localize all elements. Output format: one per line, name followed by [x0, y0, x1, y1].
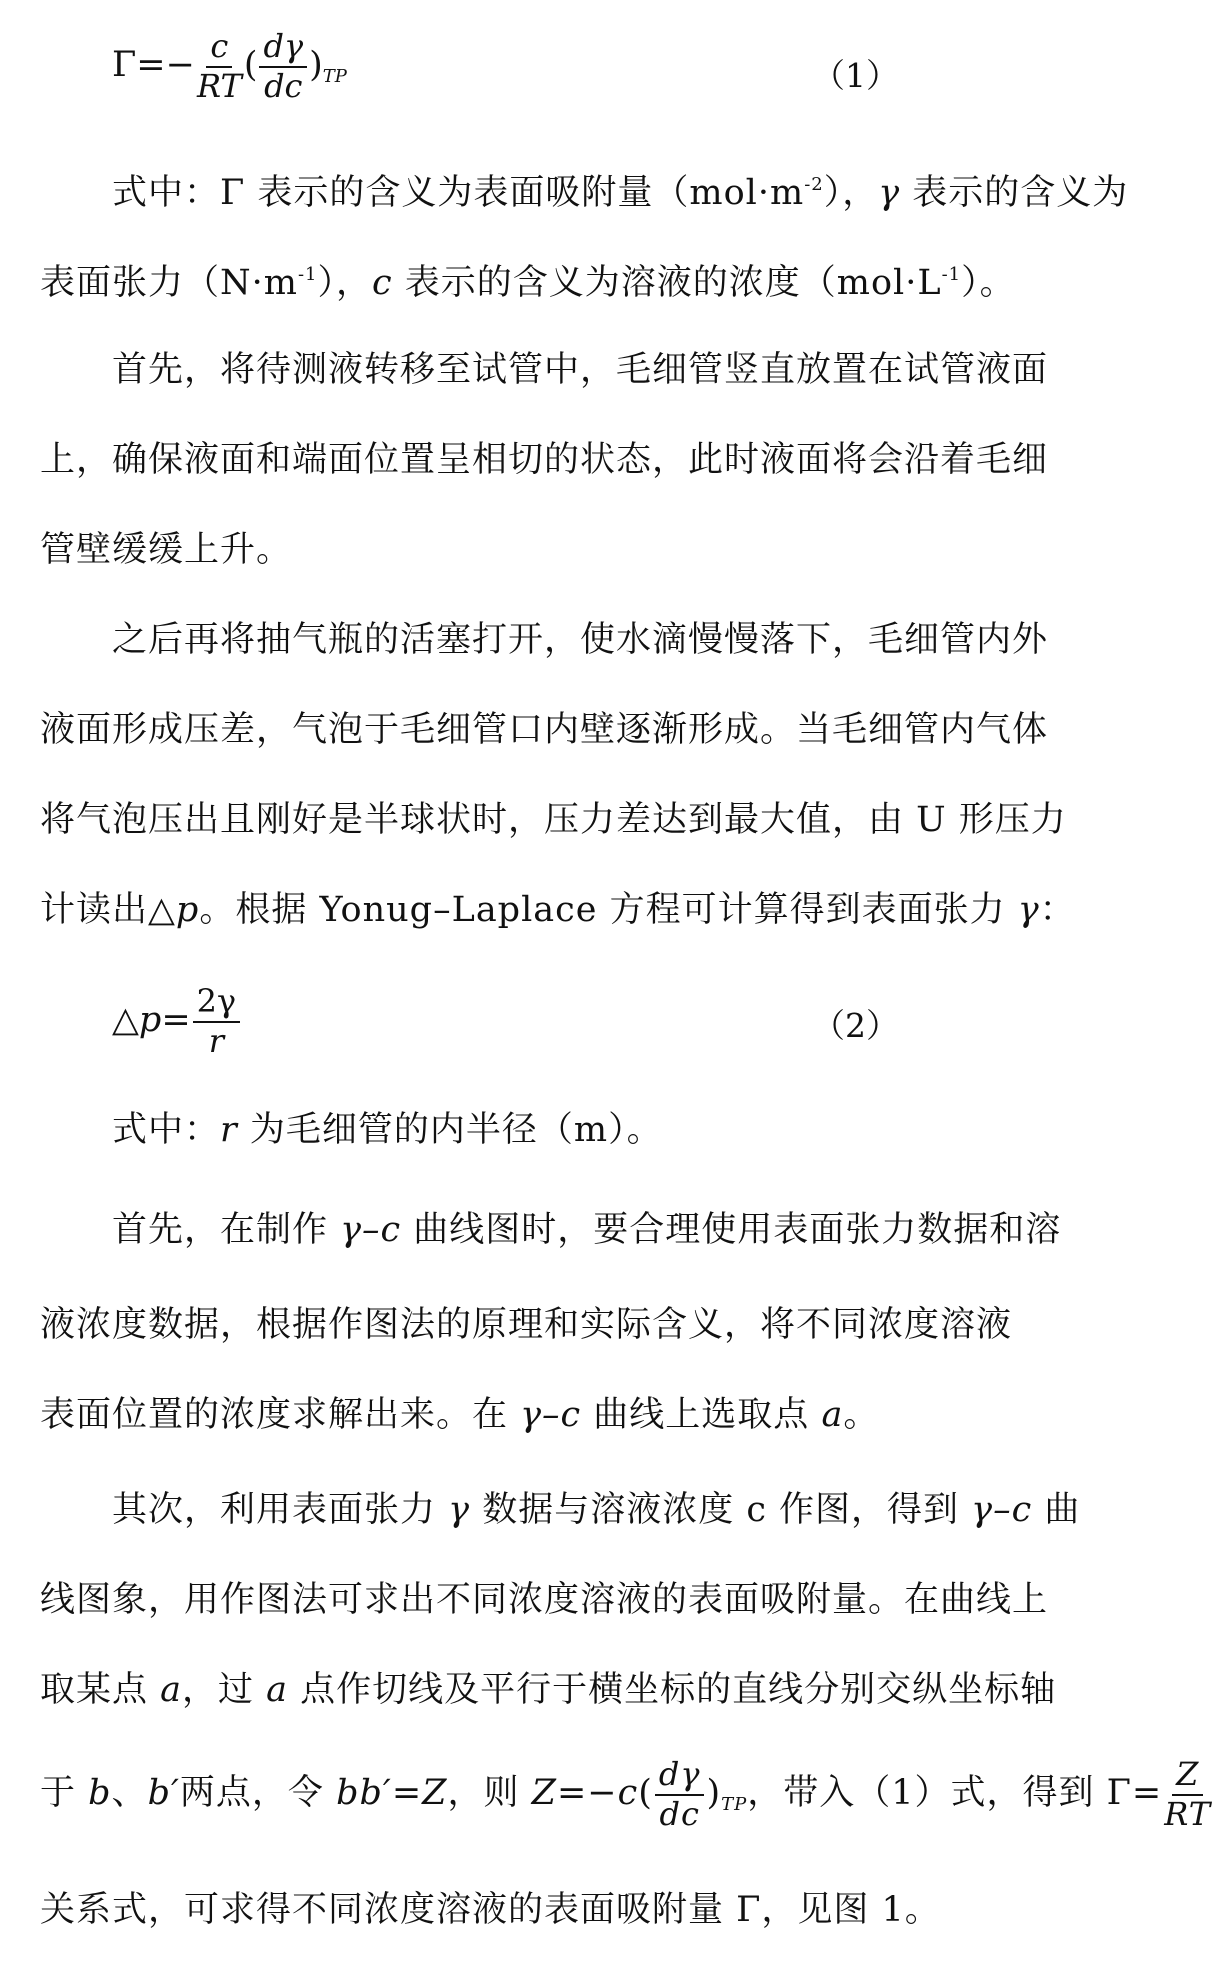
- text: 为毛细管的内半径（m）。: [237, 1110, 663, 1150]
- frac-denominator: r: [208, 1021, 225, 1060]
- text: 式中：: [112, 1110, 221, 1150]
- para6-line5: 关系式，可求得不同浓度溶液的表面吸附量 Γ，见图 1。: [40, 1890, 941, 1930]
- para2-line3: 管壁缓缓上升。: [40, 530, 293, 570]
- para3-line4: [40, 890, 1076, 930]
- c-var: c: [617, 1773, 639, 1814]
- c-var: c: [372, 263, 393, 303]
- frac-numerator: 2γ: [193, 985, 240, 1023]
- text: ），: [823, 173, 879, 213]
- equation-2-number: （2）: [812, 1006, 899, 1045]
- para6-line3: [40, 1670, 1056, 1710]
- text: ，过: [182, 1670, 267, 1710]
- text: ：: [1039, 890, 1076, 930]
- equation-1-number: （1）: [812, 56, 899, 95]
- frac-numerator: dγ: [655, 1758, 705, 1796]
- text: ）。: [961, 263, 1016, 303]
- r-var: r: [220, 1110, 238, 1150]
- text: 曲: [1032, 1490, 1081, 1530]
- para5-line3: [40, 1395, 879, 1435]
- text: ，则: [447, 1773, 532, 1814]
- frac-denominator: RT: [196, 66, 242, 105]
- text: =−: [556, 1773, 618, 1814]
- text: 式中：Γ 表示的含义为表面吸附量（mol·m: [112, 173, 805, 213]
- p-var: p: [138, 1000, 162, 1041]
- text: 点作切线及平行于横坐标的直线分别交纵坐标轴: [288, 1670, 1057, 1710]
- gamma-var: γ: [1017, 890, 1040, 930]
- frac-numerator: dγ: [259, 30, 307, 68]
- frac-numerator: Z: [1172, 1758, 1203, 1796]
- para1-line1: [112, 165, 1128, 213]
- gamma-var: γ: [878, 173, 901, 213]
- exponent: -2: [804, 174, 824, 195]
- gamma-var: γ: [448, 1490, 471, 1530]
- subscript-tp: TP: [721, 1794, 748, 1816]
- equation-1-fraction-c-over-rt: [196, 27, 242, 105]
- equation-1-fraction-dgamma-dc: [259, 27, 307, 105]
- b-var: b: [88, 1773, 112, 1814]
- subscript-tp: TP: [322, 66, 347, 88]
- equation-1: [112, 27, 347, 105]
- para6-line1: [112, 1490, 1080, 1530]
- a-var: a: [266, 1670, 289, 1710]
- gamma-c-var: γ–c: [340, 1210, 402, 1250]
- delta-symbol: △: [112, 1000, 139, 1041]
- text: ），: [317, 263, 373, 303]
- para5-line2: 液浓度数据，根据作图法的原理和实际含义，将不同浓度溶液: [40, 1305, 1013, 1345]
- para3-line3: 将气泡压出且刚好是半球状时，压力差达到最大值，由 U 形压力: [40, 800, 1067, 840]
- frac-denominator: dc: [659, 1794, 700, 1833]
- text: 曲线图时，要合理使用表面张力数据和溶: [401, 1210, 1062, 1250]
- text: 。根据 Yonug–Laplace 方程可计算得到表面张力: [199, 890, 1018, 930]
- equation-2-fraction: [193, 982, 240, 1060]
- text: 、: [111, 1773, 148, 1814]
- bb-prime-var: bb′=Z: [336, 1773, 448, 1814]
- text: 首先，在制作: [112, 1210, 341, 1250]
- b-prime-var: b′: [147, 1773, 180, 1814]
- exponent: -1: [941, 264, 962, 285]
- text: 取某点: [40, 1670, 161, 1710]
- fraction-z-over-rt: [1164, 1755, 1212, 1833]
- a-var: a: [821, 1395, 844, 1435]
- text: 数据与溶液浓度 c 作图，得到: [470, 1490, 972, 1530]
- a-var: a: [160, 1670, 183, 1710]
- frac-denominator: dc: [264, 66, 303, 105]
- para2-line2: 上，确保液面和端面位置呈相切的状态，此时液面将会沿着毛细: [40, 440, 1049, 480]
- para6-line2: 线图象，用作图法可求出不同浓度溶液的表面吸附量。在曲线上: [40, 1580, 1049, 1620]
- gamma-c-var: γ–c: [971, 1490, 1033, 1530]
- para4-line1: [112, 1110, 663, 1150]
- gamma-c-var: γ–c: [520, 1395, 582, 1435]
- text: 表示的含义为: [900, 173, 1129, 213]
- text: 表面位置的浓度求解出来。在: [40, 1395, 521, 1435]
- equals: =: [161, 1000, 191, 1041]
- p-var: p: [175, 890, 200, 930]
- text: 表面张力（N·m: [40, 263, 298, 303]
- fraction-dgamma-dc: [655, 1755, 705, 1833]
- paren-open: (: [243, 45, 258, 86]
- text: 表示的含义为溶液的浓度（mol·L: [392, 263, 942, 303]
- frac-numerator: c: [206, 30, 232, 68]
- para1-line2: [40, 255, 1016, 303]
- para5-line1: [112, 1210, 1061, 1250]
- paren-open: (: [638, 1773, 653, 1814]
- equation-2: [112, 982, 242, 1060]
- text: 其次，利用表面张力: [112, 1490, 449, 1530]
- text: ，带入（1）式，得到 Γ=: [747, 1773, 1163, 1814]
- equation-1-lhs: Γ=−: [112, 45, 195, 86]
- text: 。: [843, 1395, 880, 1435]
- text: 于: [40, 1773, 89, 1814]
- paren-close: ): [706, 1773, 722, 1814]
- para3-line1: 之后再将抽气瓶的活塞打开，使水滴慢慢落下，毛细管内外: [112, 620, 1049, 660]
- frac-denominator: RT: [1164, 1794, 1212, 1833]
- paren-close: ): [309, 45, 323, 86]
- para2-line1: 首先，将待测液转移至试管中，毛细管竖直放置在试管液面: [112, 350, 1049, 390]
- exponent: -1: [297, 264, 318, 285]
- para6-line4: [40, 1755, 1213, 1840]
- z-var: Z: [531, 1773, 557, 1814]
- text: 两点，令: [179, 1773, 337, 1814]
- text: 计读出△: [40, 890, 176, 930]
- text: 曲线上选取点: [581, 1395, 822, 1435]
- para3-line2: 液面形成压差，气泡于毛细管口内壁逐渐形成。当毛细管内气体: [40, 710, 1049, 750]
